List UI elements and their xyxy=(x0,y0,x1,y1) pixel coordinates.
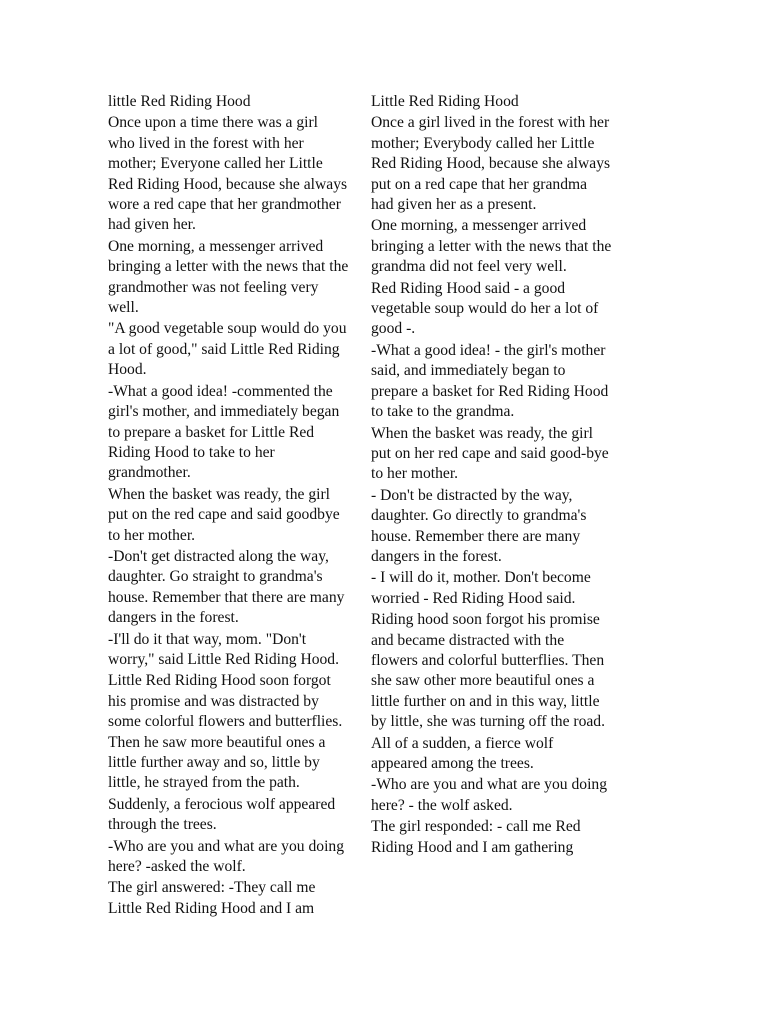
text-line: One morning, a messenger arrived xyxy=(108,237,324,255)
text-line: had given her. xyxy=(108,216,196,234)
left-paragraph xyxy=(108,671,372,793)
left-paragraph xyxy=(108,319,372,380)
text-line: -Who are you and what are you doing xyxy=(108,837,344,855)
left-paragraph xyxy=(108,630,372,671)
text-line: -Who are you and what are you doing xyxy=(371,776,607,794)
left-paragraph xyxy=(108,485,372,546)
text-line: -What a good idea! - the girl's mother xyxy=(371,341,606,359)
text-line: Red Riding Hood said - a good xyxy=(371,279,566,297)
text-line: Red Riding Hood, because she always xyxy=(371,155,611,173)
text-line: mother; Everybody called her Little xyxy=(371,134,595,152)
left-paragraph xyxy=(108,113,372,235)
text-line: who lived in the forest with her xyxy=(108,134,304,152)
right-paragraph xyxy=(371,486,637,568)
text-line: When the basket was ready, the girl xyxy=(108,485,330,503)
text-line: Riding hood soon forgot his promise xyxy=(371,611,600,629)
text-line: good -. xyxy=(371,320,416,338)
text-line: to her mother. xyxy=(371,465,459,483)
text-line: prepare a basket for Red Riding Hood xyxy=(371,382,609,400)
text-line: little further on and in this way, little xyxy=(371,692,600,710)
right-paragraph xyxy=(371,775,637,816)
text-line: by little, she was turning off the road. xyxy=(371,713,606,731)
left-paragraph xyxy=(108,382,372,484)
text-line: vegetable soup would do her a lot of xyxy=(371,300,599,318)
text-line: flowers and colorful butterflies. Then xyxy=(371,651,605,669)
text-line: she saw other more beautiful ones a xyxy=(371,672,595,690)
right-paragraph xyxy=(371,113,637,215)
left-paragraph xyxy=(108,878,372,919)
text-line: Once a girl lived in the forest with her xyxy=(371,114,610,132)
left-title: little Red Riding Hood xyxy=(108,93,251,110)
text-line: -Don't get distracted along the way, xyxy=(108,547,329,565)
text-line: bringing a letter with the news that the xyxy=(371,237,612,255)
text-line: Then he saw more beautiful ones a xyxy=(108,733,326,751)
text-line: little, he strayed from the path. xyxy=(108,774,300,792)
text-line: Suddenly, a ferocious wolf appeared xyxy=(108,795,336,813)
left-paragraphs xyxy=(108,113,372,919)
left-column xyxy=(108,92,372,920)
text-line: said, and immediately began to xyxy=(371,362,566,380)
right-paragraphs xyxy=(371,113,637,858)
right-title: Little Red Riding Hood xyxy=(371,93,519,110)
text-line: grandma did not feel very well. xyxy=(371,258,567,276)
text-line: mother; Everyone called her Little xyxy=(108,155,323,173)
text-line: some colorful flowers and butterflies. xyxy=(108,713,343,731)
text-line: here? - the wolf asked. xyxy=(371,796,513,814)
text-line: to her mother. xyxy=(108,526,196,544)
right-paragraph xyxy=(371,734,637,775)
text-line: to prepare a basket for Little Red xyxy=(108,423,315,441)
text-line: -I'll do it that way, mom. "Don't xyxy=(108,630,307,648)
text-line: - I will do it, mother. Don't become xyxy=(371,569,591,587)
text-line: and became distracted with the xyxy=(371,631,565,649)
text-line: his promise and was distracted by xyxy=(108,692,319,710)
text-line: worry," said Little Red Riding Hood. xyxy=(108,650,340,668)
right-paragraph xyxy=(371,279,637,340)
text-line: One morning, a messenger arrived xyxy=(371,217,587,235)
text-line: grandmother. xyxy=(108,464,191,482)
text-line: Little Red Riding Hood and I am xyxy=(108,899,315,917)
text-line: worried - Red Riding Hood said. xyxy=(371,589,576,607)
text-line: dangers in the forest. xyxy=(108,609,239,627)
right-paragraph xyxy=(371,568,637,609)
text-line: Little Red Riding Hood soon forgot xyxy=(108,672,331,690)
right-paragraph xyxy=(371,424,637,485)
text-line: to take to the grandma. xyxy=(371,403,515,421)
text-line: The girl answered: -They call me xyxy=(108,879,316,897)
text-line: here? -asked the wolf. xyxy=(108,858,246,876)
text-line: house. Remember there are many xyxy=(371,527,581,545)
text-line: Red Riding Hood, because she always xyxy=(108,175,348,193)
text-line: girl's mother, and immediately began xyxy=(108,403,340,421)
right-paragraph xyxy=(371,610,637,732)
text-line: The girl responded: - call me Red xyxy=(371,818,581,836)
right-column xyxy=(371,92,637,859)
text-line: a lot of good," said Little Red Riding xyxy=(108,340,340,358)
right-paragraph xyxy=(371,341,637,423)
text-line: put on the red cape and said goodbye xyxy=(108,506,340,524)
right-paragraph xyxy=(371,216,637,277)
left-paragraph xyxy=(108,837,372,878)
text-line: grandmother was not feeling very xyxy=(108,278,319,296)
text-line: -What a good idea! -commented the xyxy=(108,382,333,400)
text-line: dangers in the forest. xyxy=(371,547,502,565)
text-line: daughter. Go directly to grandma's xyxy=(371,507,587,525)
text-line: Hood. xyxy=(108,361,147,379)
text-line: had given her as a present. xyxy=(371,196,537,214)
text-line: "A good vegetable soup would do you xyxy=(108,320,347,338)
left-paragraph xyxy=(108,795,372,836)
text-line: put on a red cape that her grandma xyxy=(371,175,588,193)
text-line: house. Remember that there are many xyxy=(108,588,345,606)
text-line: wore a red cape that her grandmother xyxy=(108,196,341,214)
text-line: appeared among the trees. xyxy=(371,755,534,772)
right-paragraph xyxy=(371,817,637,858)
left-paragraph xyxy=(108,237,372,319)
text-line: little further away and so, little by xyxy=(108,754,320,771)
text-line: When the basket was ready, the girl xyxy=(371,424,593,442)
left-paragraph xyxy=(108,547,372,629)
text-line: Riding Hood to take to her xyxy=(108,443,275,461)
text-line: daughter. Go straight to grandma's xyxy=(108,568,323,586)
text-line: well. xyxy=(108,299,139,317)
text-line: All of a sudden, a fierce wolf xyxy=(371,734,554,752)
text-line: through the trees. xyxy=(108,816,217,834)
text-line: Riding Hood and I am gathering xyxy=(371,838,574,856)
text-line: bringing a letter with the news that the xyxy=(108,258,349,276)
text-line: Once upon a time there was a girl xyxy=(108,114,319,132)
text-line: - Don't be distracted by the way, xyxy=(371,486,573,504)
text-line: put on her red cape and said good-bye xyxy=(371,444,609,462)
